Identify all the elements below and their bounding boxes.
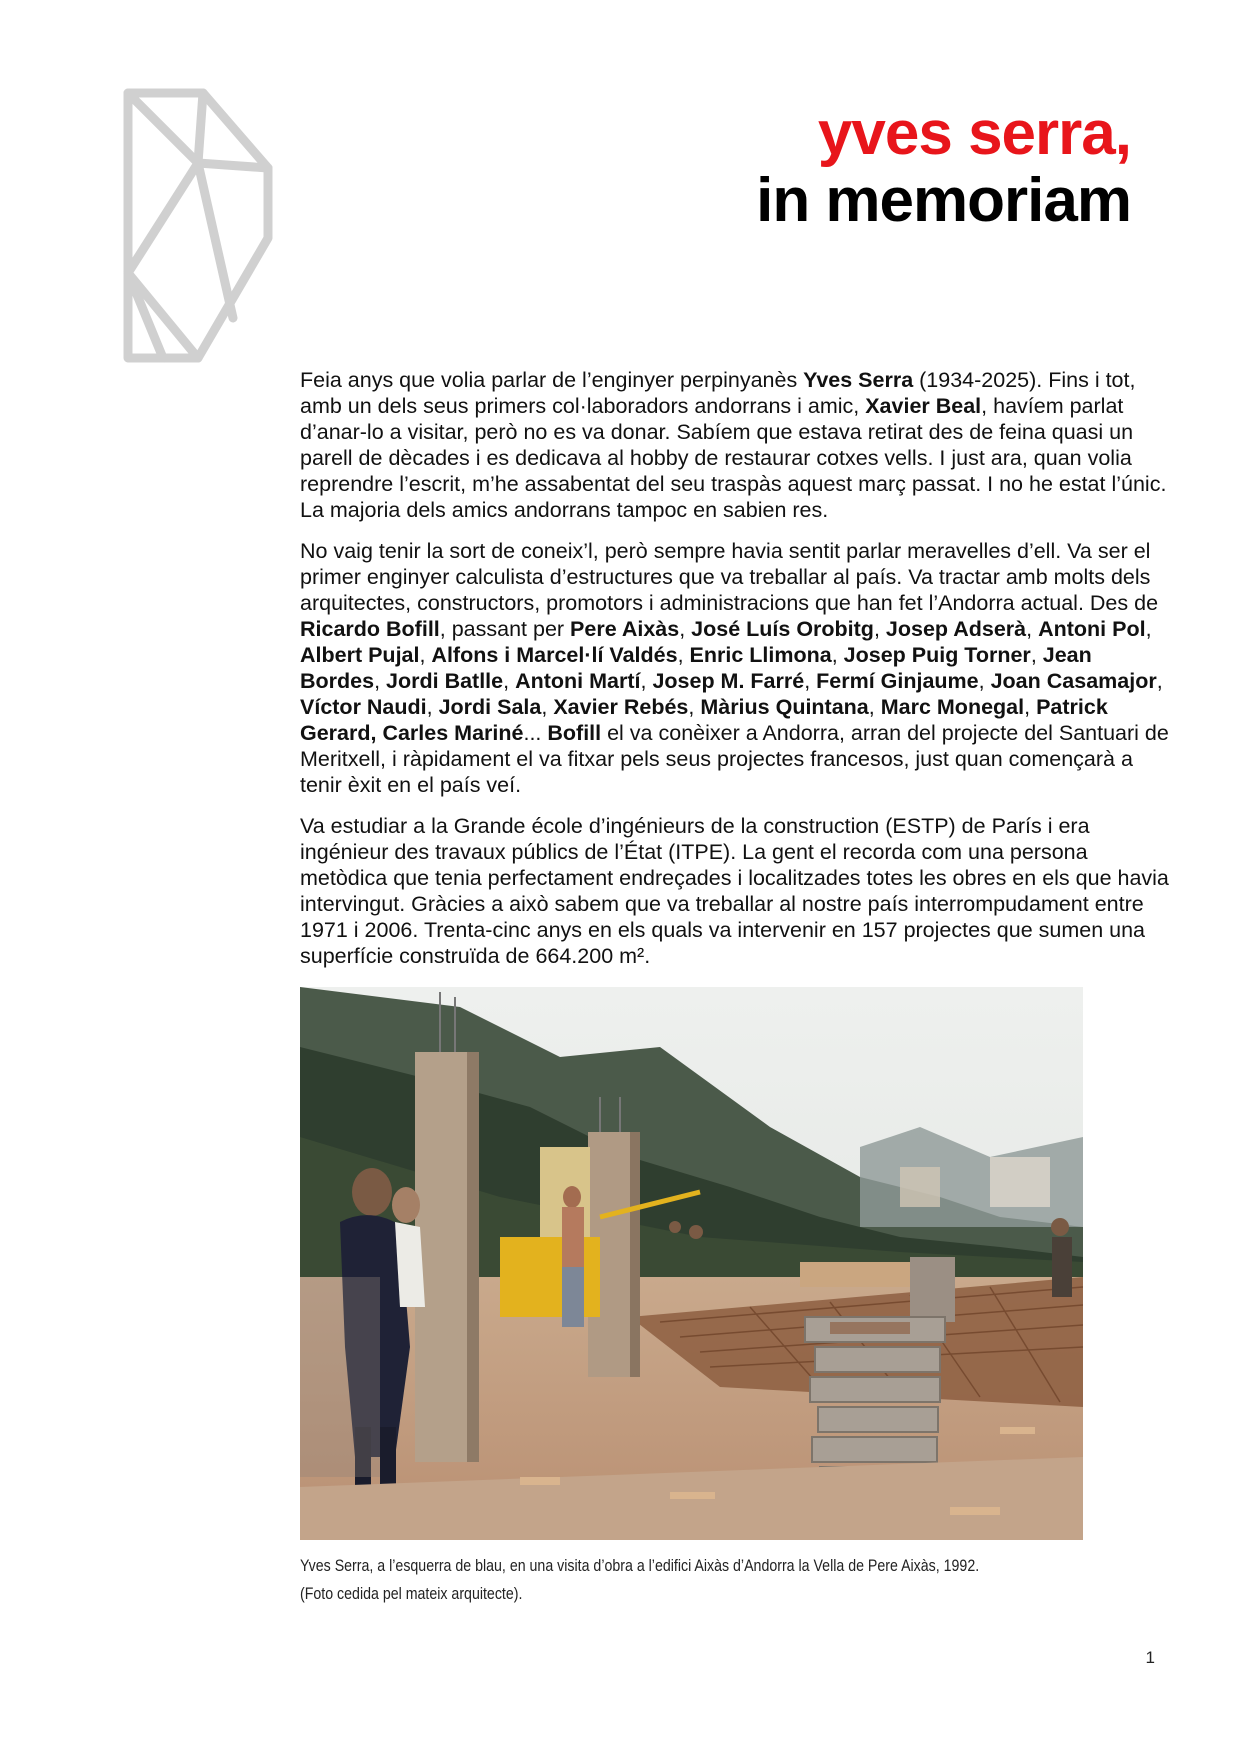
bold-name: Alfons i Marcel·lí Valdés — [431, 643, 678, 667]
article-title — [756, 99, 1131, 236]
text-run: , — [426, 695, 439, 719]
bold-name: Patrick Gerard, Carles Mariné — [300, 695, 1108, 745]
caption-line-2: (Foto cedida pel mateix arquitecte). — [300, 1585, 523, 1603]
text-run: Feia anys que volia parlar de l’enginyer perpinyanès — [300, 368, 804, 392]
bold-name: José Luís Orobitg — [691, 617, 874, 641]
bold-name: Antoni Martí — [515, 669, 641, 693]
bold-name: Xavier Beal — [865, 394, 982, 418]
bold-name: Marc Monegal — [880, 695, 1025, 719]
text-run: , — [1156, 669, 1163, 693]
bold-name: Josep M. Farré — [652, 669, 805, 693]
bold-name: Pere Aixàs — [570, 617, 680, 641]
text-run: , — [1024, 695, 1037, 719]
text-run: Va estudiar a la Grande école d’ingénieurs de la construction (ESTP) de París i era ingénieur des travaux públics de l’État (ITPE). La gent el recorda com una persona metòdica que tenia perfectament endreçades i localitzades totes les obres en els que havia intervingut. Gràcies a això sabem que va treballar al nostre país interrompudament entre 1971 i 2006. Trenta-cinc anys en els quals va intervenir en 157 projectes que sumen una superfície construïda de 664.200 m². — [300, 814, 1169, 968]
text-run: , — [374, 669, 387, 693]
publication-logo-icon — [118, 88, 318, 368]
paragraph-3 — [300, 813, 1170, 969]
text-run: , — [419, 643, 432, 667]
bold-name: Bofill — [547, 721, 602, 745]
text-run: , — [640, 669, 653, 693]
text-run: ... — [523, 721, 548, 745]
bold-name: Fermí Ginjaume — [816, 669, 979, 693]
text-run: , — [831, 643, 844, 667]
bold-name: Jean Bordes — [300, 643, 1092, 693]
bold-name: Xavier Rebés — [553, 695, 689, 719]
text-run: el va conèixer a Andorra, arran del projecte del Santuari de Meritxell, i ràpidament el va fitxar pels seus projectes francesos, just quan començarà a tenir èxit en el país veí. — [300, 721, 1169, 797]
bold-name: Màrius Quintana — [700, 695, 869, 719]
construction-site-photo — [300, 987, 1083, 1540]
bold-name: Ricardo Bofill — [300, 617, 440, 641]
page-number: 1 — [1145, 1648, 1155, 1667]
bold-name: Joan Casamajor — [990, 669, 1157, 693]
bold-name: Víctor Naudi — [300, 695, 427, 719]
text-run: No vaig tenir la sort de coneix’l, però sempre havia sentit parlar meravelles d’ell. Va ser el primer enginyer calculista d’estructures que va treballar al país. Va tractar amb molts dels arquitectes, constructors, promotors i administracions que han fet l’Andorra actual. Des de — [300, 539, 1159, 615]
title-subtitle: in memoriam — [756, 166, 1131, 235]
text-run: , passant per — [439, 617, 571, 641]
bold-name: Antoni Pol — [1038, 617, 1146, 641]
text-run: , — [804, 669, 817, 693]
text-run: , — [1145, 617, 1152, 641]
text-run: , — [873, 617, 886, 641]
text-run: (1934-2025). Fins i tot, amb un dels seus primers col·laboradors andorrans i amic, — [300, 368, 1136, 418]
text-run: , — [677, 643, 690, 667]
title-name: yves serra, — [817, 99, 1131, 168]
text-run: , — [868, 695, 881, 719]
bold-name: Yves Serra — [803, 368, 914, 392]
bold-name: Albert Pujal — [300, 643, 420, 667]
bold-name: Jordi Sala — [438, 695, 542, 719]
photo-caption — [300, 1552, 1074, 1608]
text-run: , — [541, 695, 554, 719]
text-run: , — [978, 669, 991, 693]
bold-name: Jordi Batlle — [386, 669, 504, 693]
caption-line-1: Yves Serra, a l’esquerra de blau, en una visita d’obra a l’edifici Aixàs d’Andorra la Vella de Pere Aixàs, 1992. — [300, 1557, 980, 1575]
text-run: , — [688, 695, 701, 719]
text-run: , — [503, 669, 516, 693]
bold-name: Josep Puig Torner — [843, 643, 1031, 667]
text-run: , — [1026, 617, 1039, 641]
paragraph-1 — [300, 367, 1170, 523]
paragraph-2 — [300, 538, 1170, 798]
text-run: , havíem parlat d’anar-lo a visitar, però no es va donar. Sabíem que estava retirat des de feina quasi un parell de dècades i es dedicava al hobby de restaurar cotxes vells. I just ara, quan volia reprendre l’escrit, m’he assabentat del seu traspàs aquest març passat. I no he estat l’únic. La majoria dels amics andorrans tampoc en sabien res. — [300, 394, 1167, 522]
article-body — [300, 367, 1170, 984]
text-run: , — [1030, 643, 1043, 667]
bold-name: Enric Llimona — [689, 643, 832, 667]
text-run: , — [679, 617, 692, 641]
bold-name: Josep Adserà — [885, 617, 1027, 641]
